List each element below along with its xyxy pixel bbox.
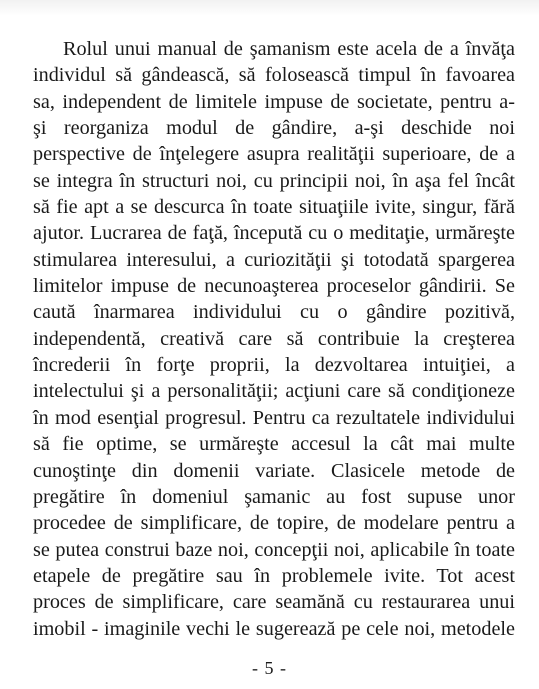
text-line: stimularea interesului, a curiozităţii şi totodată spargerea — [33, 248, 515, 271]
book-page — [33, 36, 515, 642]
text-line: încrederii în forţe proprii, la dezvoltarea intuiţiei, a — [33, 354, 515, 377]
text-line: şi reorganiza modul de gândire, a-şi deschide noi — [33, 117, 515, 140]
text-line: procedee de simplificare, de topire, de modelare pentru a — [33, 512, 515, 535]
text-line: să fie apt a se descurca în toate situaţiile ivite, singur, fără — [33, 196, 515, 219]
text-line: individul să gândească, să folosească timpul în favoarea — [33, 64, 515, 87]
text-line: în mod esenţial progresul. Pentru ca rezultatele individului — [33, 406, 515, 429]
text-line: Rolul unui manual de şamanism este acela de a învăţa — [63, 38, 515, 60]
text-line: independentă, creativă care să contribuie la creşterea — [33, 327, 515, 350]
text-line: se putea construi baze noi, concepţii noi, aplicabile în toate — [33, 538, 515, 561]
text-line: proces de simplificare, care seamănă cu restaurarea unui — [33, 591, 515, 614]
text-line: se integra în structuri noi, cu principii noi, în aşa fel încât — [33, 169, 515, 192]
text-line: intelectului şi a personalităţii; acţiuni care să condiţioneze — [33, 380, 515, 403]
text-line: etapele de pregătire sau în problemele ivite. Tot acest — [33, 564, 515, 587]
text-line: perspective de înţelegere asupra realităţii superioare, de a — [33, 143, 515, 166]
text-line: sa, independent de limitele impuse de societate, pentru a- — [33, 90, 515, 113]
page-number: - 5 - — [252, 658, 287, 678]
text-line: să fie optime, se urmăreşte accesul la cât mai multe — [33, 433, 515, 456]
scan-top-edge — [0, 0, 539, 16]
text-line: imobil - imaginile vechi le sugerează pe cele noi, metodele — [33, 617, 515, 640]
text-line: ajutor. Lucrarea de faţă, începută cu o meditaţie, urmăreşte — [33, 222, 515, 245]
body-paragraph — [33, 36, 515, 642]
text-line: caută înarmarea individului cu o gândire pozitivă, — [33, 301, 515, 324]
text-line: limitelor impuse de necunoaşterea proceselor gândirii. Se — [33, 275, 515, 298]
text-line: cunoştinţe din domenii variate. Clasicele metode de — [33, 459, 515, 482]
text-line: pregătire în domeniul şamanic au fost supuse unor — [33, 485, 515, 508]
